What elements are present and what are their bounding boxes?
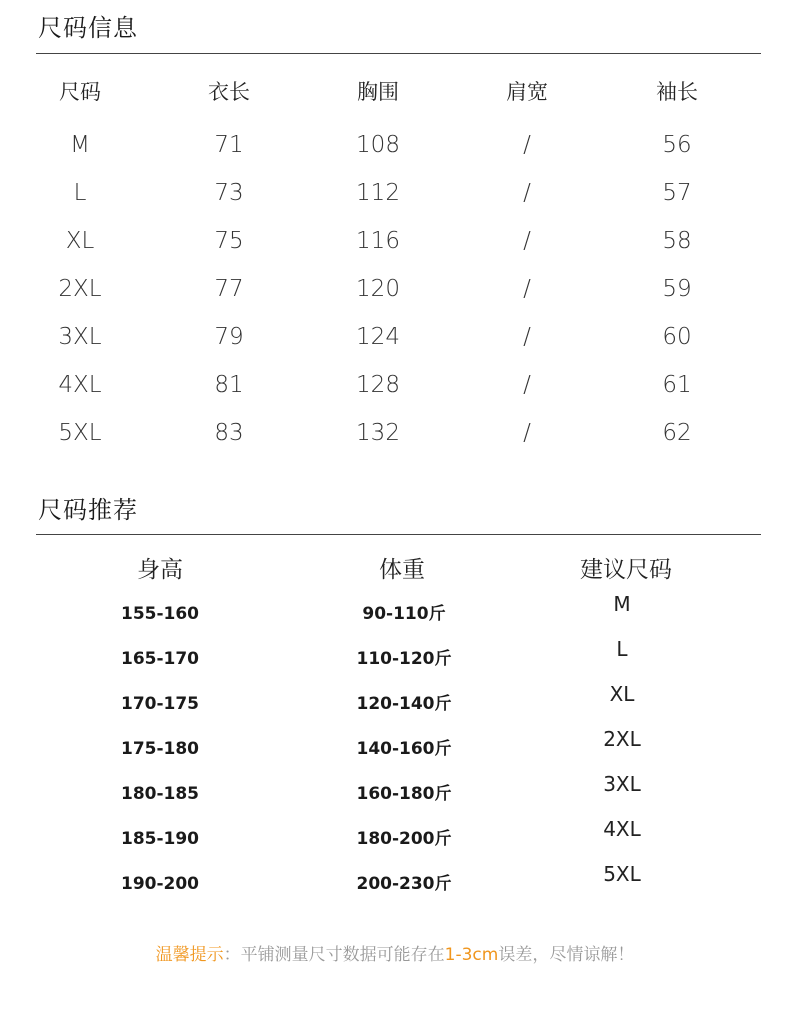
cell-length: 83: [214, 420, 244, 446]
note-text-before: ：平铺测量尺寸数据可能存在: [223, 945, 445, 965]
cell-weight: 90-110斤: [362, 604, 446, 624]
cell-weight: 200-230斤: [356, 874, 452, 894]
cell-weight: 140-160斤: [356, 739, 452, 759]
cell-height: 180-185: [120, 784, 200, 804]
cell-chest: 112: [356, 180, 400, 206]
cell-sleeve: 62: [662, 420, 692, 446]
size-info-row: [0, 413, 790, 453]
cell-height: 155-160: [120, 604, 200, 624]
size-recommend-row: [0, 682, 790, 719]
cell-sleeve: 58: [662, 228, 692, 254]
note-text-after: 误差，尽情谅解！: [498, 945, 635, 965]
cell-shoulder: /: [523, 324, 531, 350]
size-recommend-row: [0, 727, 790, 764]
cell-suggested: XL: [609, 682, 635, 706]
cell-height: 165-170: [120, 649, 200, 669]
cell-sleeve: 56: [662, 132, 692, 158]
cell-weight: 160-180斤: [356, 784, 452, 804]
size-recommend-row: [0, 817, 790, 854]
cell-shoulder: /: [523, 180, 531, 206]
measurement-note: [0, 940, 790, 970]
cell-suggested: 2XL: [603, 727, 641, 751]
size-info-row: [0, 125, 790, 165]
size-recommend-title: 尺码推荐: [38, 496, 138, 524]
cell-sleeve: 61: [662, 372, 692, 398]
header-length: 衣长: [208, 80, 250, 104]
cell-shoulder: /: [523, 132, 531, 158]
cell-size: 5XL: [58, 420, 102, 446]
cell-chest: 108: [356, 132, 400, 158]
header-weight: 体重: [379, 557, 425, 583]
size-info-divider: [36, 53, 761, 54]
header-shoulder: 肩宽: [506, 80, 548, 104]
cell-suggested: 4XL: [603, 817, 641, 841]
cell-suggested: 3XL: [603, 772, 641, 796]
size-info-row: [0, 365, 790, 405]
size-recommend-row: [0, 862, 790, 899]
cell-size: L: [73, 180, 87, 206]
size-info-header-row: [0, 72, 790, 112]
header-chest: 胸围: [357, 80, 399, 104]
cell-shoulder: /: [523, 372, 531, 398]
size-recommend-divider: [36, 534, 761, 535]
cell-shoulder: /: [523, 228, 531, 254]
cell-suggested: L: [616, 637, 628, 661]
cell-size: M: [70, 132, 90, 158]
cell-shoulder: /: [523, 420, 531, 446]
cell-chest: 132: [356, 420, 400, 446]
header-suggested: 建议尺码: [580, 557, 672, 583]
cell-suggested: M: [613, 592, 631, 616]
cell-sleeve: 59: [662, 276, 692, 302]
cell-length: 71: [214, 132, 244, 158]
cell-length: 73: [214, 180, 244, 206]
cell-height: 170-175: [120, 694, 200, 714]
cell-size: 3XL: [58, 324, 102, 350]
cell-sleeve: 60: [662, 324, 692, 350]
size-recommend-header-row: [0, 550, 790, 590]
note-label: 温馨提示: [155, 945, 224, 965]
cell-shoulder: /: [523, 276, 531, 302]
size-info-row: [0, 221, 790, 261]
size-info-row: [0, 317, 790, 357]
header-size: 尺码: [59, 80, 101, 104]
header-sleeve: 袖长: [656, 80, 698, 104]
cell-chest: 124: [356, 324, 400, 350]
size-info-row: [0, 173, 790, 213]
cell-weight: 120-140斤: [356, 694, 452, 714]
cell-chest: 116: [356, 228, 400, 254]
cell-length: 77: [214, 276, 244, 302]
size-info-title: 尺码信息: [38, 14, 138, 42]
cell-length: 81: [214, 372, 244, 398]
size-recommend-row: [0, 772, 790, 809]
cell-weight: 110-120斤: [356, 649, 452, 669]
size-recommend-row: [0, 637, 790, 674]
size-recommend-row: [0, 592, 790, 629]
header-height: 身高: [137, 557, 183, 583]
cell-weight: 180-200斤: [356, 829, 452, 849]
cell-size: 4XL: [58, 372, 102, 398]
size-info-row: [0, 269, 790, 309]
cell-chest: 120: [356, 276, 400, 302]
cell-height: 190-200: [120, 874, 200, 894]
cell-size: 2XL: [58, 276, 102, 302]
cell-height: 185-190: [120, 829, 200, 849]
cell-sleeve: 57: [662, 180, 692, 206]
cell-length: 75: [214, 228, 244, 254]
cell-chest: 128: [356, 372, 400, 398]
note-range: 1-3cm: [444, 945, 499, 965]
cell-height: 175-180: [120, 739, 200, 759]
cell-length: 79: [214, 324, 244, 350]
cell-suggested: 5XL: [603, 862, 641, 886]
cell-size: XL: [65, 228, 95, 254]
